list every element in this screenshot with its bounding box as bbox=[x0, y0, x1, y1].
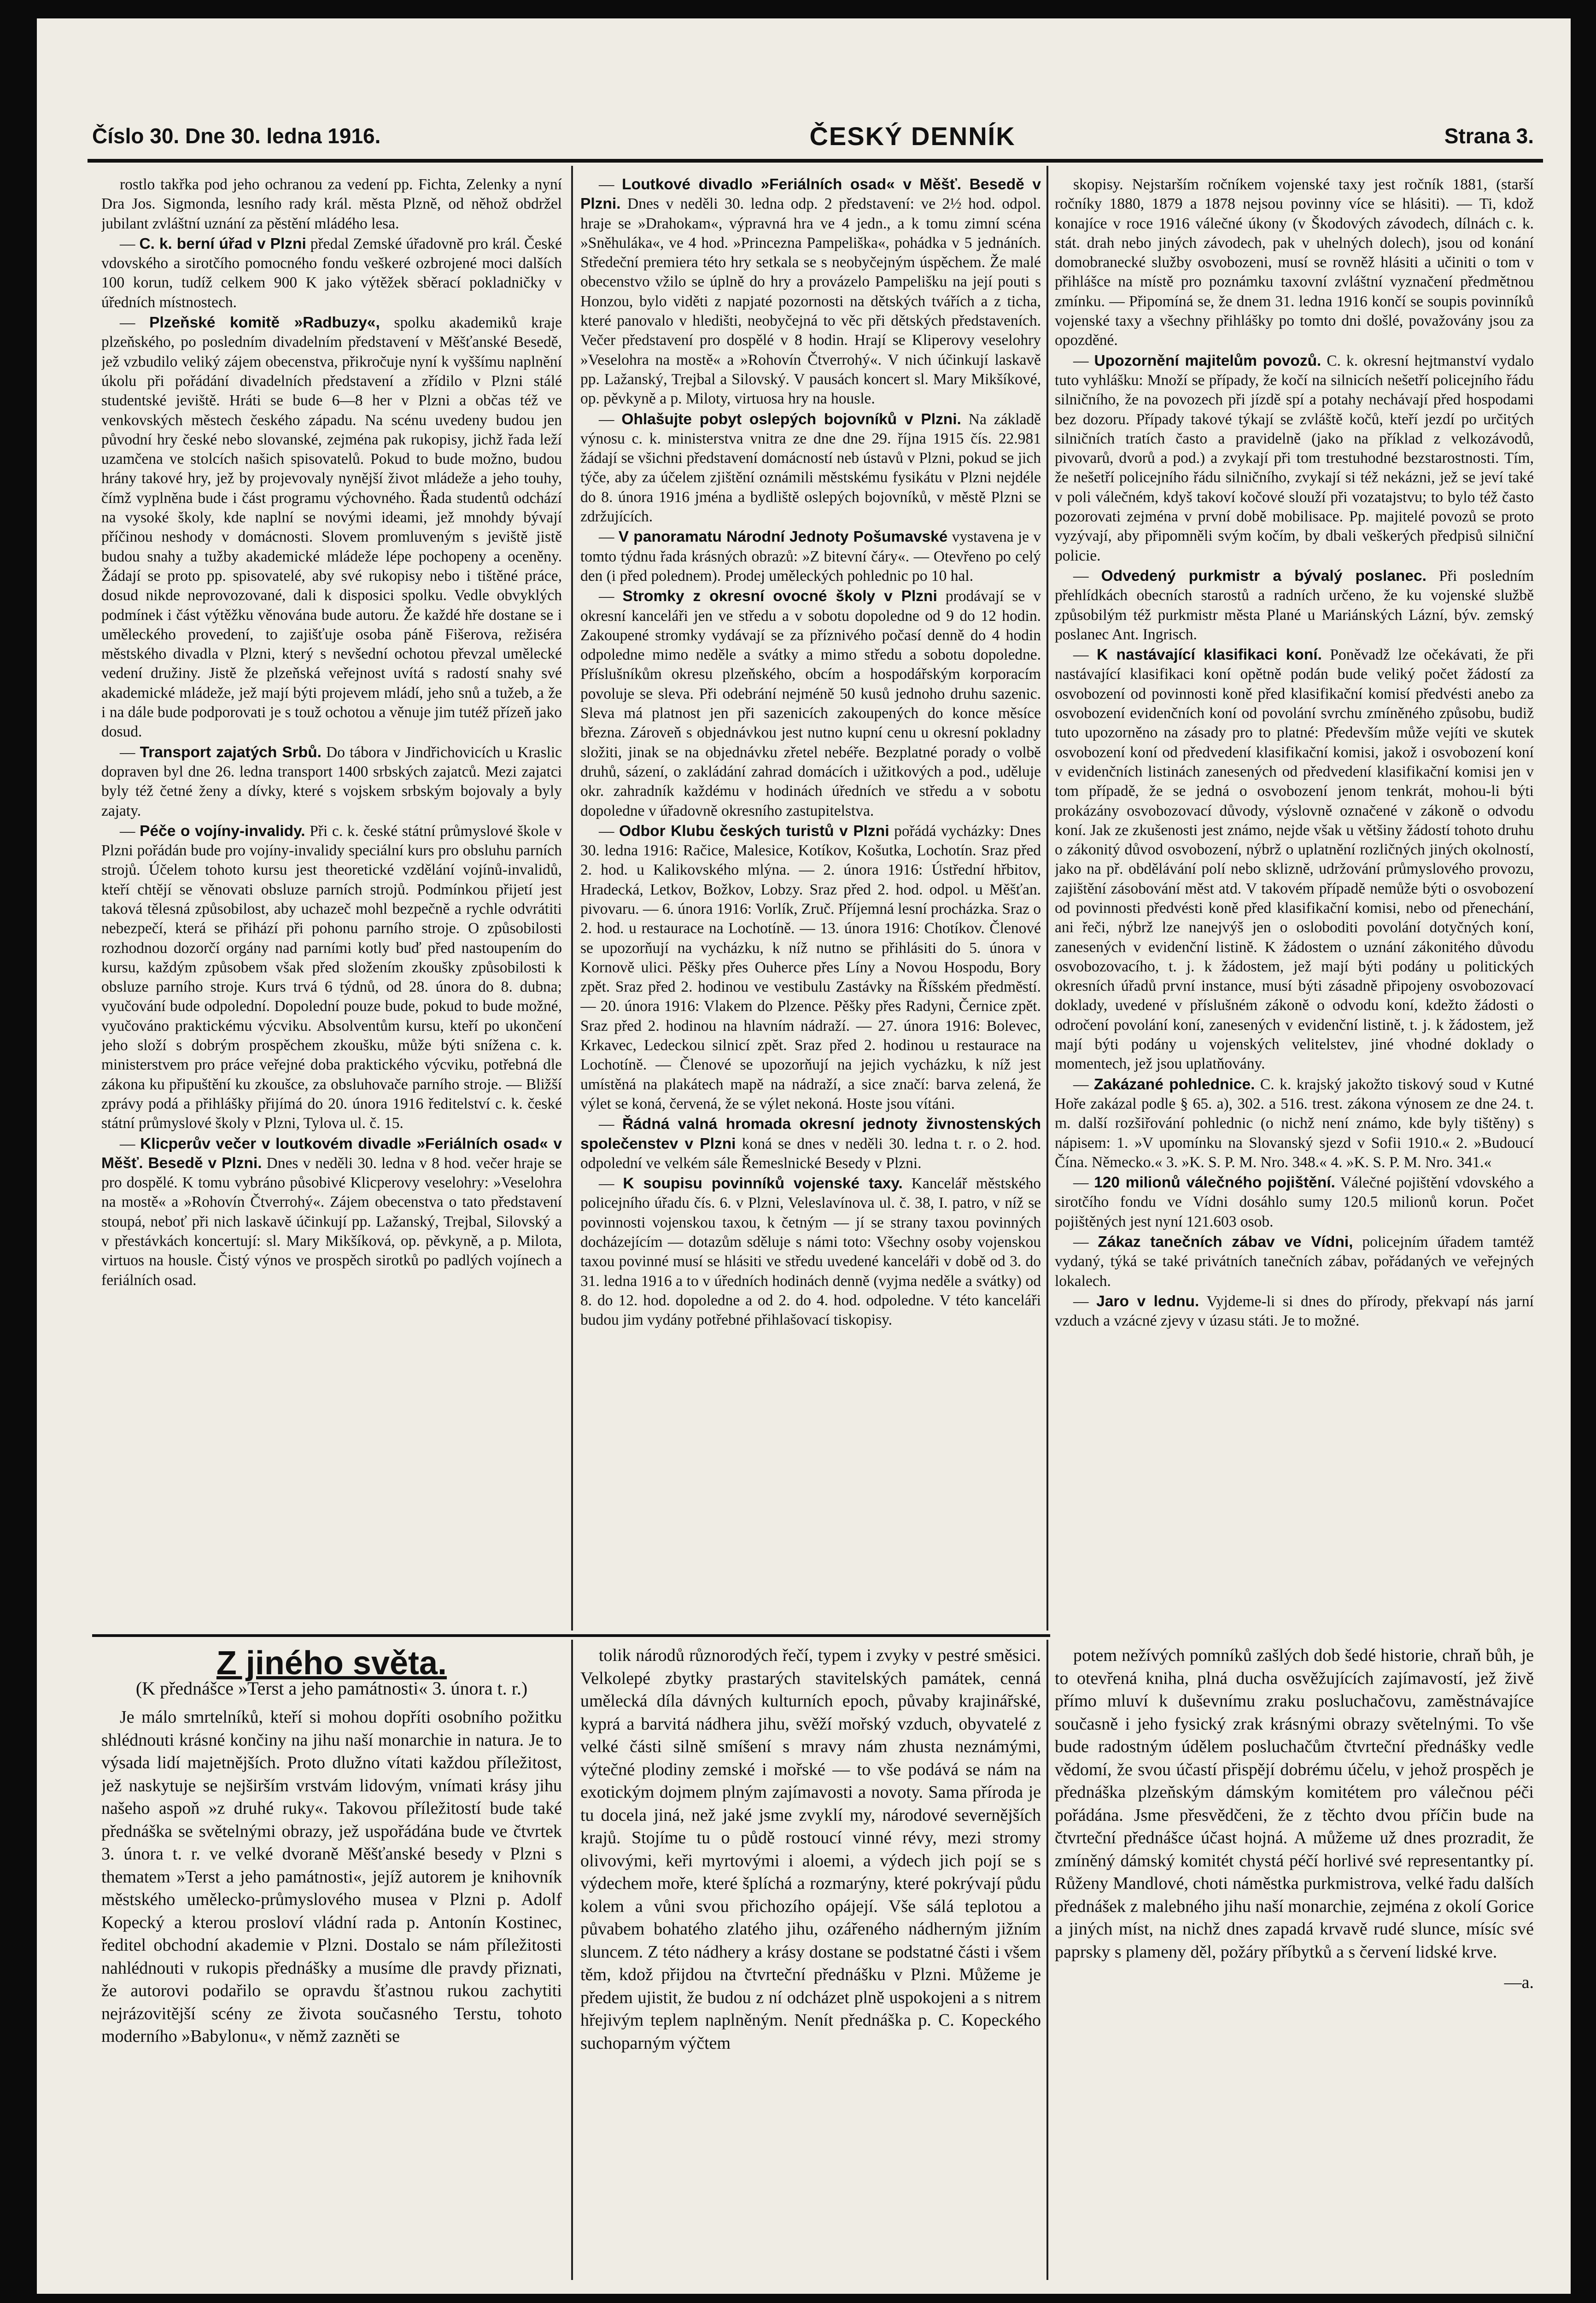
newspaper-title: ČESKÝ DENNÍK bbox=[809, 121, 1016, 151]
news-column-3 bbox=[1055, 175, 1534, 1628]
news-headline: K soupisu povinníků vojenské taxy. bbox=[623, 1175, 903, 1192]
news-item: — K nastávající klasifikaci koní. Poněvadž lze očekávati, že při nastávající klasifikaci koní opětně podán bude veliký počet žádostí za osvobození od povinnosti koně před klasifikační komisí předvésti anebo za osvobození evidenčních koní od povolání svrchu zmíněného způsobu, budiž tuto upozorněno na zásady pro to platné: Především může vejíti ve skutek osvobození koní od předvedení klasifikační komisi, jakož i osvobození koní v evidenčních listinách zanesených od předvedení klasifikační komisi jen v tom případě, že se jedná o osvobození jenom tenkrát, mohou-li býti prokázány osvobozovací důvody, výslovně označené v zákoně o odvodu koní. Jak ze zkušenosti jest známo, nejde však u většiny žádostí tohoto druhu o zákonitý důvod osvobození, nýbrž o uplatnění rozličných jiných okolností, jako na př. obdělávání polí nebo sklizně, udržování průmyslového provozu, zajištění zásobování měst atd. V takovém případě nemůže býti o osvobození od povinnosti předvésti koně před klasifikační komisi, nebo od přenechání, ani řeči, nýbrž lze nanejvýš jen o osloboditi povolání dotyčných koní, zanesených v evidenční listině. K žádostem o uznání zákonitého důvodu osvobozovacího, t. j. k žádostem, jež mají býti podány u politických okresních úřadů první instance, musí býti zásadně připojeny osvobozovací doklady, uvedené v příslušném zákoně o odvodu koní, kdežto žádosti o odročení povolání koní, zanesených v evidenční listině, t. j. k žádostem, jež mají býti podány u vojenských velitelstev, jiné vhodné doklady o momentech, jež jsou uplatňovány. bbox=[1055, 646, 1534, 1073]
feature-paragraph: tolik národů různorodých řečí, typem i zvyky v pestré směsici. Velkolepé zbytky prastarých stavitelských památek, cenná umělecká díla dávných kulturních epoch, půvaby krajinářské, kyprá a barvitá nádhera jihu, svěží mořský vzduch, obyvatelé z velké části silně smíšení s mravy nám zhusta neznámými, výtečné plodiny zemské i mořské — to vše podává se nám na exotickým dojmem plným zajímavosti a novoty. Sama příroda je tu docela jiná, než jaké jsme zvyklí my, národové severnějších krajů. Stojíme tu o půdě rostoucí vinné révy, mezi stromy olivovými, keři myrtovými i aloemi, a výdech jich pojí se s výdechem moře, které šplíchá a rozmarýny, které pokrývají půdu kolem a vůni svou přichozího opájejí. Vše sálá teplotou a půvabem bohatého zlatého jihu, ozářeného nádherným jižním sluncem. Z této nádhery a krásy dostane se podstatné části i všem těm, kdož přijdou na čtvrteční přednášku v Plzni. Můžeme je předem ujistit, že budou z ní odcházet plně uspokojeni a s nitrem hřejivým teplem naplněným. Nenít přednáška p. C. Kopeckého suchoparným výčtem bbox=[580, 1646, 1041, 2053]
feature-signature: —a. bbox=[1504, 1973, 1534, 1992]
news-text: Při posledním přehlídkách obecních starostů a radních určeno, že ku vojenské službě způsobilým též purkmistr města Plané u Mariánských Lázní, býv. zemský poslanec Ant. Ingrisch. bbox=[1055, 567, 1534, 643]
news-item: — Loutkové divadlo »Feriálních osad« v Měšť. Besedě v Plzni. Dnes v neděli 30. ledna odp. 2 představení: ve 2½ hod. odpol. hraje se »Drahokam«, výpravná hra ve 4 jedn., a k tomu zimní scéna »Sněhuláka«, ve 4 hod. »Princezna Pampeliška«, pohádka v 5 jednáních. Středeční premiera této hry setkala se s neobyčejným úspěchem. Že malé obecenstvo vžilo se úplně do hry a provázelo Pampelišku na její pouti s Honzou, bylo viděti z napjaté pozornosti na dětských tvářích a z ticha, které panovalo v hledišti, neobyčejná to věc při dětských představeních. Večer představení pro dospělé v 8 hodin. Hrají se Kliperovy veselohry »Veselohra na mostě« a »Rohovín Čtverrohý«. V nich účinkují laskavě pp. Lažanský, Trejbal a Silovský. V pausách koncert sl. Mary Mikšíkové, op. pěvkyně a p. Miloty, virtuosa hry na housle. bbox=[580, 176, 1041, 408]
section-rule bbox=[92, 1634, 1050, 1637]
news-text: policejním úřadem tamtéž vydaný, týká se také privátních tanečních zábav, pořádaných ve veřejných lokalech. bbox=[1055, 1233, 1534, 1290]
news-item: — Zákaz tanečních zábav ve Vídni, policejním úřadem tamtéž vydaný, týká se také privátních tanečních zábav, pořádaných ve veřejných lokalech. bbox=[1055, 1233, 1534, 1290]
news-item: — Plzeňské komitě »Radbuzy«, spolku akademiků kraje plzeňského, po posledním divadelním představení v Měšťanské Besedě, jež vzbudilo veliký zájem obecenstva, přikročuje nyní k vyššímu naplnění úkolu při pořádání divadelních představení a zřídilo v Plzni stálé studentské jeviště. Hráti se bude 6—8 her v Plzni a občas též ve venkovských městech českého západu. Na scénu uvedeny budou jen původní hry české nebo slovanské, zejména pak rukopisy, jichž řada leží uzamčena ve stolcích našich spisovatelů. Pokud to bude možno, budou hrány takové hry, jež by projevovaly nynější život mládeže a jeho touhy, čímž vyplněna bude i část programu výchovného. Řada studentů odchází na vysoké školy, kde naplní se novými ideami, jež mnohdy bývají příčinou neshody v domácnosti. Slovem promluveným s jeviště jistě budou snahy a tužby akademické mládeže lépe pochopeny a oceněny. Žádají se proto pp. spisovatelé, aby své rukopisy nebo i tištěné práce, dosud nikde neprovozované, dali k disposici spolku. Vedle obvyklých podmínek i část výtěžku věnována bude autoru. Že každé hře dostane se i uměleckého provedení, to zajišťuje osoba páně Fišerova, režiséra městského divadla v Plzni, který s nevšední ochotou převzal umělecké vedení družiny. Jistě že plzeňská veřejnost uvítá s radostí snahy své akademické mládeže, jež mají býti projevem mládí, jeho snů a tužeb, a že i na dále bude podporovati je s touž ochotou a věnuje jim tutéž přízeň jako dosud. bbox=[101, 314, 562, 741]
news-item: — Transport zajatých Srbů. Do tábora v Jindřichovicích u Kraslic dopraven byl dne 26. ledna transport 1400 srbských zajatců. Mezi zajatci byly též četné ženy a dívky, které s vojskem srbským bojovaly a byly zajaty. bbox=[101, 743, 562, 819]
news-headline: Odvedený purkmistr a bývalý poslanec. bbox=[1101, 567, 1426, 585]
news-text: skopisy. Nejstarším ročníkem vojenské taxy jest ročník 1881, (starší ročníky 1880, 1879 a 1878 nejsou povinny více se hlásiti). — Ti, kdož konajíce v roce 1916 válečné úkony (v Škodových závodech, dílnách c. k. stát. drah nebo jiných závodech, pak v uhelných dolech), jsou od konání domobranecké služby osvobozeni, musí se rovněž hlásiti a učiniti o tom v přihlášce na místě pro poznámku taxovní zvláštní vyznačení předmětnou zmínku. — Připomíná se, že dnem 31. ledna 1916 končí se soupis povinníků vojenské taxy a všechny přihlášky po tomto dni došlé, považovány jsou za opozděné. bbox=[1055, 176, 1534, 349]
feature-column-1 bbox=[101, 1644, 562, 2280]
news-item bbox=[1055, 175, 1534, 351]
news-headline: Stromky z okresní ovocné školy v Plzni bbox=[622, 588, 937, 605]
news-item: — Zakázané pohlednice. C. k. krajský jakožto tiskový soud v Kutné Hoře zakázal podle § 65. a), 302. a 516. trest. zákona výnosem ze dne 24. t. m. další rozšiřování pohlednic (o nichž není známo, kde byly tištěny) s nápisem: 1. »V upomínku na Slovanský sjezd v Sofii 1910.« 2. »Budoucí Čína. Německo.« 3. »K. S. P. M. Nro. 348.« 4. »K. S. P. M. Nro. 341.« bbox=[1055, 1076, 1534, 1171]
news-headline: C. k. berní úřad v Plzni bbox=[139, 235, 306, 252]
masthead bbox=[92, 115, 1534, 157]
news-headline: Klicperův večer v loutkovém divadle »Feriálních osad« v Měšť. Besedě v Plzni. bbox=[101, 1135, 562, 1172]
news-item bbox=[101, 175, 562, 234]
news-item: — C. k. berní úřad v Plzni předal Zemské úřadovně pro král. České vdovského a sirotčího pomocného fondu veškeré ozbrojené moci dalších 100 korun, tudíž celkem 900 K jako výtěžek sběrací pokladničky v úředních místnostech. bbox=[101, 235, 562, 311]
news-text: Při c. k. české státní průmyslové škole v Plzni pořádán bude pro vojíny-invalidy speciální kurs pro obsluhu parních strojů. Účelem tohoto kursu jest theoretické vzdělání vojínů-invalidů, kteří chtějí se věnovati obsluze parních strojů. Podmínkou přijetí jest taková tělesná způsobilost, aby uchazeč mohl bezpečně a rychle odvrátiti nebezpečí, která se přihází při pohonu parního stroje. O způsobilosti rozhodnou dozorčí orgány nad parními kotly buď před nastoupením do kursu, každým způsobem však před složením zkoušky způsobilosti k obsluze parního stroje. Kurs trvá 6 týdnů, od 28. února do 8. dubna; vyučování bude odpolední. Dopolední pouze bude, pokud to bude možné, vyučováno praktickému výcviku. Absolventům kursu, kteří po ukončení jeho složí s dobrým prospěchem zkoušku, může býti snížena c. k. ministerstvem pro práce veřejné doba praktického výcviku, potřebná dle zákona ku připuštění ku zkoušce, za obsluhovače parního stroje. — Bližší zprávy podá a přihlášky přijímá do 20. února 1916 ředitelství c. k. české státní průmyslové školy v Plzni, Tylova ul. č. 15. bbox=[101, 822, 562, 1132]
column-divider bbox=[571, 1640, 573, 2280]
newspaper-page bbox=[37, 18, 1571, 2294]
feature-subtitle: (K přednášce »Terst a jeho památnosti« 3. února t. r.) bbox=[135, 1678, 528, 1699]
column-divider bbox=[1046, 1640, 1048, 2280]
column-divider bbox=[1046, 166, 1048, 1631]
page-number: Strana 3. bbox=[1444, 124, 1534, 148]
news-text: předal Zemské úřadovně pro král. České vdovského a sirotčího pomocného fondu veškeré ozbrojené moci dalších 100 korun, tudíž celkem 900 K jako výtěžek sběrací pokladničky v úředních místnostech. bbox=[101, 235, 562, 311]
news-text: C. k. krajský jakožto tiskový soud v Kutné Hoře zakázal podle § 65. a), 302. a 516. trest. zákona výnosem ze dne 24. t. m. další rozšiřování pohlednic (o nichž není známo, kde byly tištěny) s nápisem: 1. »V upomínku na Slovanský sjezd v Sofii 1910.« 2. »Budoucí Čína. Německo.« 3. »K. S. P. M. Nro. 348.« 4. »K. S. P. M. Nro. 341.« bbox=[1055, 1076, 1534, 1171]
news-text: koná se dnes v neděli 30. ledna t. r. o 2. hod. odpolední ve velkém sále Řemeslnické Besedy v Plzni. bbox=[580, 1135, 1041, 1172]
news-text: C. k. okresní hejtmanství vydalo tuto vyhlášku: Množí se případy, že kočí na silnicích nešetří policejního řádu silničního, že na povozech při jízdě spí a potahy nechávají před hospodami bez dozoru. Případy takové týkají se zvláště kočů, kteří jezdí po určitých silničních tratích často a pravidelně (jako na příklad z velkozávodů, pivovarů, dvorů a pod.) a zvykají při tom trestuhodné bezstarostnosti. Tím, že nešetří policejního řádu silničního, zvykají si též nekázni, jež se jeví také v poli válečném, kdyš takoví kočové slouží při vozatajstvu; to bylo též často pozorovati zejména v první době mobilisace. Pp. majitelé povozů se proto vyzývají, aby připomněli svým kočím, by dbali veškerých předpisů silniční policie. bbox=[1055, 352, 1534, 564]
news-headline: Zakázané pohlednice. bbox=[1094, 1076, 1255, 1093]
news-headline: Jaro v lednu. bbox=[1096, 1292, 1199, 1310]
news-text: Dnes v neděli 30. ledna odp. 2 představení: ve 2½ hod. odpol. hraje se »Drahokam«, výpravná hra ve 4 jedn., a k tomu zimní scéna »Sněhuláka«, ve 4 hod. »Princezna Pampeliška«, pohádka v 5 jednáních. Středeční premiera této hry setkala se s neobyčejným úspěchem. Že malé obecenstvo vžilo se úplně do hry a provázelo Pampelišku na její pouti s Honzou, bylo viděti z napjaté pozornosti na dětských tvářích a z ticha, které panovalo v hledišti, neobyčejná to věc při dětských představeních. Večer představení pro dospělé v 8 hodin. Hrají se Kliperovy veselohry »Veselohra na mostě« a »Rohovín Čtverrohý«. V nich účinkují laskavě pp. Lažanský, Trejbal a Silovský. V pausách koncert sl. Mary Mikšíkové, op. pěvkyně a p. Miloty, virtuosa hry na housle. bbox=[580, 195, 1041, 408]
news-text: Na základě výnosu c. k. ministerstva vnitra ze dne dne 29. října 1915 čís. 22.981 žádají se všichni představení domácností neb ústavů v Plzni, pokud se jich týče, aby za účelem zjištění oznámili městskému fysikátu v Plzni nejdéle do 8. února 1916 jména a bydliště oslepých bojovníků, v městě Plzni se zdržujících. bbox=[580, 410, 1041, 526]
news-headline: Plzeňské komitě »Radbuzy«, bbox=[149, 314, 380, 332]
feature-column-2 bbox=[580, 1644, 1041, 2280]
news-item: — Řádná valná hromada okresní jednoty živnostenských společenstev v Plzni koná se dnes v neděli 30. ledna t. r. o 2. hod. odpolední ve velkém sále Řemeslnické Besedy v Plzni. bbox=[580, 1116, 1041, 1172]
news-item: — 120 milionů válečného pojištění. Válečné pojištění vdovského a sirotčího fondu ve Vídni dosáhlo sumy 120.5 milionů korun. Počet pojištěných jest nyní 121.603 osob. bbox=[1055, 1174, 1534, 1230]
news-headline: Ohlašujte pobyt oslepých bojovníků v Plzni. bbox=[621, 410, 961, 428]
news-text: pořádá vycházky: Dnes 30. ledna 1916: Račice, Malesice, Kotíkov, Košutka, Lochotín. Sraz před 2. hod. u Kalikovského mlýna. — 2. února 1916: Ústřední hřbitov, Hradecká, Letkov, Božkov, Lobzy. Sraz před 2. hod. odpol. u Měšťan. pivovaru. — 6. února 1916: Vorlík, Zruč. Příjemná lesní procházka. Sraz o 2. hod. u restaurace na Lochotíně. — 13. února 1916: Chotíkov. Členové se upozorňují na vycházku, k níž nutno se přihlásiti do 5. února v Kornově ulici. Pěšky přes Ouherce přes Líny a Novou Hospodu, Bory zpět. Sraz před 2. hodinou ve vestibulu Zastávky na Říšském předměstí. — 20. února 1916: Vlakem do Plzence. Pěšky přes Radyni, Černice zpět. Sraz před 2. hodinou na hlavním nádraží. — 27. února 1916: Bolevec, Krkavec, Ledeckou silnicí zpět. Sraz před 2. hodinou u restaurace na Lochotíně. — Členové se upozorňují na jejich vycházku, k níž jest umístěná na plakátech mapě na nádraží, a sice značí: barva zelená, že výlet se koná, červená, že se výlet nekoná. Hoste jsou vítáni. bbox=[580, 822, 1041, 1112]
news-item: — Odvedený purkmistr a bývalý poslanec. Při posledním přehlídkách obecních starostů a radních určeno, že ku vojenské službě způsobilým též purkmistr města Plané u Mariánských Lázní, býv. zemský poslanec Ant. Ingrisch. bbox=[1055, 567, 1534, 643]
news-item: — Upozornění majitelům povozů. C. k. okresní hejtmanství vydalo tuto vyhlášku: Množí se případy, že kočí na silnicích nešetří policejního řádu silničního, že na povozech při jízdě spí a potahy nechávají před hospodami bez dozoru. Případy takové týkají se zvláště kočů, kteří jezdí po určitých silničních tratích často a pravidelně (jako na příklad z velkozávodů, pivovarů, dvorů a pod.) a zvykají při tom trestuhodné bezstarostnosti. Tím, že nešetří policejního řádu silničního, zvykají si též nekázni, jež se jeví také v poli válečném, kdyš takoví kočové slouží při vozatajstvu; to bylo též často pozorovati zejména v první době mobilisace. Pp. majitelé povozů se proto vyzývají, aby připomněli svým kočím, by dbali veškerých předpisů silniční policie. bbox=[1055, 352, 1534, 564]
news-headline: Transport zajatých Srbů. bbox=[140, 743, 322, 761]
news-headline: Loutkové divadlo »Feriálních osad« v Měšť. Besedě v Plzni. bbox=[580, 176, 1041, 213]
news-headline: V panoramatu Národní Jednoty Pošumavské bbox=[618, 528, 948, 546]
news-column-1 bbox=[101, 175, 562, 1628]
issue-date: Číslo 30. Dne 30. ledna 1916. bbox=[92, 124, 381, 148]
news-item: — V panoramatu Národní Jednoty Pošumavské vystavena je v tomto týdnu řada krásných obrazů: »Z bitevní čáry«. — Otevřeno po celý den (i před polednem). Prodej uměleckých pohlednic po 10 hal. bbox=[580, 528, 1041, 585]
news-headline: Řádná valná hromada okresní jednoty živnostenských společenstev v Plzni bbox=[580, 1116, 1041, 1152]
column-divider bbox=[571, 166, 573, 1631]
news-text: prodávají se v okresní kanceláři jen ve středu a v sobotu dopoledne od 9 do 12 hodin. Zakoupené stromky vydávají se za příznivého počasí denně do 4 hodin odpoledne mimo neděle a svátky a mimo středu a sobotu dopoledne. Příslušníkům okresu plzeňského, obcím a hospodářským korporacím povoluje se sleva. Při odebrání nejméně 50 kusů jednoho druhu sazenic. Sleva má platnost jen při sazenicích zakoupených do konce měsíce března. Zároveň s objednávkou jest nutno kupní cenu u okresní pokladny složiti, jinak se na objednávku zřetel nebéře. Bezplatné porady o volbě druhů, sázení, o zakládání zahrad domácích i užitkových a pod., uděluje okr. zahradník každému v hodinách úředních ve středu a v sobotu dopoledne v úřadovně okresního zastupitelstva. bbox=[580, 588, 1041, 819]
news-text: Dnes v neděli 30. ledna v 8 hod. večer hraje se pro dospělé. K tomu vybráno působivé Klicperovy veselohry: »Veselohra na mostě« a »Rohovín Čtverrohý«. Zájem obecenstva o tato představení stoupá, neboť při nich laskavě účinkují pp. Lažanský, Trejbal, Silovský a v přestávkách koncertují: sl. Mary Mikšíková, op. pěvkyně, a p. Milota, virtuos na housle. Čistý výnos ve prospěch sirotků po padlých vojínech a feriálních osad. bbox=[101, 1154, 562, 1289]
news-headline: Zákaz tanečních zábav ve Vídni, bbox=[1098, 1233, 1353, 1251]
news-text: Válečné pojištění vdovského a sirotčího fondu ve Vídni dosáhlo sumy 120.5 milionů korun. Počet pojištěných jest nyní 121.603 osob. bbox=[1055, 1174, 1534, 1230]
news-item: — Péče o vojíny-invalidy. Při c. k. české státní průmyslové škole v Plzni pořádán bude pro vojíny-invalidy speciální kurs pro obsluhu parních strojů. Účelem tohoto kursu jest theoretické vzdělání vojínů-invalidů, kteří chtějí se věnovati obsluze parních strojů. Podmínkou přijetí jest taková tělesná způsobilost, aby uchazeč mohl bezpečně a rychle odvrátiti nebezpečí, která se přihází při pohonu parního stroje. O způsobilosti rozhodnou dozorčí orgány nad parními kotly buď před nastoupením do kursu, každým způsobem však před složením zkoušky způsobilosti k obsluze parního stroje. Kurs trvá 6 týdnů, od 28. února do 8. dubna; vyučování bude odpolední. Dopolední pouze bude, pokud to bude možné, vyučováno praktickému výcviku. Absolventům kursu, kteří po ukončení jeho složí s dobrým prospěchem zkoušku, může býti snížena c. k. ministerstvem pro práce veřejné doba praktického výcviku, potřebná dle zákona ku připuštění ku zkoušce, za obsluhovače parního stroje. — Bližší zprávy podá a přihlášky přijímá do 20. února 1916 ředitelství c. k. české státní průmyslové školy v Plzni, Tylova ul. č. 15. bbox=[101, 822, 562, 1132]
news-headline: 120 milionů válečného pojištění. bbox=[1094, 1174, 1335, 1192]
news-text: vystavena je v tomto týdnu řada krásných obrazů: »Z bitevní čáry«. — Otevřeno po celý den (i před polednem). Prodej uměleckých pohlednic po 10 hal. bbox=[580, 528, 1041, 585]
header-rule bbox=[88, 159, 1543, 163]
news-text: rostlo takřka pod jeho ochranou za vedení pp. Fichta, Zelenky a nyní Dra Jos. Sigmonda, lesního rady král. města Plzně, od něhož obdržel jubilant zvláštní uznání za pěstění mládého lesa. bbox=[101, 176, 562, 232]
news-item: — Ohlašujte pobyt oslepých bojovníků v Plzni. Na základě výnosu c. k. ministerstva vnitra ze dne dne 29. října 1915 čís. 22.981 žádají se všichni představení domácností neb ústavů v Plzni, pokud se jich týče, aby za účelem zjištění oznámili městskému fysikátu v Plzni nejdéle do 8. února 1916 jména a bydliště oslepých bojovníků, v městě Plzni se zdržujících. bbox=[580, 410, 1041, 526]
feature-paragraph: Je málo smrtelníků, kteří si mohou dopříti osobního požitku shlédnouti krásné končiny na jihu naší monarchie in natura. Je to výsada lidí majetnějších. Proto dlužno vítati každou příležitost, jež naskytuje se nejširším vrstvám lidovým, vnímati krásy jihu našeho aspoň »z druhé ruky«. Takovou příležitostí bude také přednáška se světelnými obrazy, jež uspořádána bude ve čtvrtek 3. února t. r. ve velké dvoraně Měšťanské besedy v Plzni s thematem »Terst a jeho památnosti«, jejíž autorem je knihovník městského umělecko-průmyslového musea v Plzni p. Adolf Kopecký a kterou prosloví vládní rada p. Antonín Kostinec, ředitel obchodní akademie v Plzni. Dostalo se nám příležitosti nahlédnouti v rukopis přednášky a musíme dle pravdy přiznati, že autorovi podařilo se opravdu šťastnou rukou zachytiti nejrázovitější scény ze života současného Terstu, tohoto moderního »Babylonu«, v němž zazněti se bbox=[101, 1707, 562, 2046]
news-item: — Jaro v lednu. Vyjdeme-li si dnes do přírody, překvapí nás jarní vzduch a vzácné zjevy v úzasu státi. Je to možné. bbox=[1055, 1292, 1534, 1330]
news-text: Do tábora v Jindřichovicích u Kraslic dopraven byl dne 26. ledna transport 1400 srbských zajatců. Mezi zajatci byly též četné ženy a dívky, které s vojskem srbským bojovaly a byly zajaty. bbox=[101, 743, 562, 819]
feature-column-3 bbox=[1055, 1644, 1534, 2280]
news-item: — Odbor Klubu českých turistů v Plzni pořádá vycházky: Dnes 30. ledna 1916: Račice, Malesice, Kotíkov, Košutka, Lochotín. Sraz před 2. hod. u Kalikovského mlýna. — 2. února 1916: Ústřední hřbitov, Hradecká, Letkov, Božkov, Lobzy. Sraz před 2. hod. odpol. u Měšťan. pivovaru. — 6. února 1916: Vorlík, Zruč. Příjemná lesní procházka. Sraz o 2. hod. u restaurace na Lochotíně. — 13. února 1916: Chotíkov. Členové se upozorňují na vycházku, k níž nutno se přihlásiti do 5. února v Kornově ulici. Pěšky přes Ouherce přes Líny a Novou Hospodu, Bory zpět. Sraz před 2. hodinou ve vestibulu Zastávky na Říšském předměstí. — 20. února 1916: Vlakem do Plzence. Pěšky přes Radyni, Černice zpět. Sraz před 2. hodinou na hlavním nádraží. — 27. února 1916: Bolevec, Krkavec, Ledeckou silnicí zpět. Sraz před 2. hodinou u restaurace na Lochotíně. — Členové se upozorňují na jejich vycházku, k níž jest umístěná na plakátech mapě na nádraží, a sice značí: barva zelená, že výlet se koná, červená, že se výlet nekoná. Hoste jsou vítáni. bbox=[580, 822, 1041, 1112]
news-headline: K nastávající klasifikaci koní. bbox=[1096, 646, 1322, 664]
news-headline: Péče o vojíny-invalidy. bbox=[140, 822, 305, 840]
news-item: — Stromky z okresní ovocné školy v Plzni prodávají se v okresní kanceláři jen ve středu a v sobotu dopoledne od 9 do 12 hodin. Zakoupené stromky vydávají se za příznivého počasí denně do 4 hodin odpoledne mimo neděle a svátky a mimo středu a sobotu dopoledne. Příslušníkům okresu plzeňského, obcím a hospodářským korporacím povoluje se sleva. Při odebrání nejméně 50 kusů jednoho druhu sazenic. Sleva má platnost jen při sazenicích zakoupených do konce měsíce března. Zároveň s objednávkou jest nutno kupní cenu u okresní pokladny složiti, jinak se na objednávku zřetel nebéře. Bezplatné porady o volbě druhů, sázení, o zakládání zahrad domácích i užitkových a pod., uděluje okr. zahradník každému v hodinách úředních ve středu a v sobotu dopoledne v úřadovně okresního zastupitelstva. bbox=[580, 588, 1041, 819]
news-item: — Klicperův večer v loutkovém divadle »Feriálních osad« v Měšť. Besedě v Plzni. Dnes v neděli 30. ledna v 8 hod. večer hraje se pro dospělé. K tomu vybráno působivé Klicperovy veselohry: »Veselohra na mostě« a »Rohovín Čtverrohý«. Zájem obecenstva o tato představení stoupá, neboť při nich laskavě účinkují pp. Lažanský, Trejbal, Silovský a v přestávkách koncertují: sl. Mary Mikšíková, op. pěvkyně, a p. Milota, virtuos na housle. Čistý výnos ve prospěch sirotků po padlých vojínech a feriálních osad. bbox=[101, 1135, 562, 1289]
feature-title: Z jiného světa. bbox=[216, 1645, 447, 1682]
feature-paragraph: potem nežívých pomníků zašlých dob šedé historie, chraň bůh, je to otevřená kniha, plná ducha osvěžujících zajímavostí, jež živě přímo mluví k duševnímu zraku posluchačovu, zaměstnávajíce současně i jeho fysický zrak krásnými obrazy světelnými. To vše bude radostným údělem posluchačům čtvrteční přednášky vedle vědomí, že svou účastí přispějí dobrému účelu, v jehož prospěch je přednáška plzeňským dámským komitétem pro válečnou péči pořádána. Jsme přesvědčeni, že z těchto dvou příčin bude na čtvrteční přednášce účast hojná. A můžeme už dnes prozradit, že zmíněný dámský komitét chystá péčí horlivé své representantky pí. Růženy Mandlové, choti náměstka purkmistrova, velké řadu dalších přednášek z malebného jihu naší monarchie, zejména z okolí Gorice a jiných míst, na nichž dnes zapadá krvavě rudé slunce, mísíc své paprsky s plameny děl, požáry příbytků a s červení lidské krve. bbox=[1055, 1646, 1534, 1962]
news-column-2 bbox=[580, 175, 1041, 1628]
news-text: Vyjdeme-li si dnes do přírody, překvapí nás jarní vzduch a vzácné zjevy v úzasu státi. Je to možné. bbox=[1055, 1292, 1534, 1330]
news-text: Kancelář městského policejního úřadu čís. 6. v Plzni, Veleslavínova ul. č. 38, I. patro, v níž se povinnosti vojenskou taxou, k četným — jí se strany taxou povinných docházejícím — dotazům sděluje s námi toto: Všechny osoby vojenskou taxou povinné musí se hlásiti ve středu uvedené kanceláři v době od 3. do 31. ledna 1916 a to v úředních hodinách denně (vyjma neděle a svátky) od 8. do 12. hod. dopoledne a od 2. do 4. hod. odpoledne. V této kanceláři budou jim vydány potřebné přihlašovací tiskopisy. bbox=[580, 1175, 1041, 1329]
news-item: — K soupisu povinníků vojenské taxy. Kancelář městského policejního úřadu čís. 6. v Plzni, Veleslavínova ul. č. 38, I. patro, v níž se povinnosti vojenskou taxou, k četným — jí se strany taxou povinných docházejícím — dotazům sděluje s námi toto: Všechny osoby vojenskou taxou povinné musí se hlásiti ve středu uvedené kanceláři v době od 3. do 31. ledna 1916 a to v úředních hodinách denně (vyjma neděle a svátky) od 8. do 12. hod. dopoledne a od 2. do 4. hod. odpoledne. V této kanceláři budou jim vydány potřebné přihlašovací tiskopisy. bbox=[580, 1175, 1041, 1329]
news-text: spolku akademiků kraje plzeňského, po posledním divadelním představení v Měšťanské Besedě, jež vzbudilo veliký zájem obecenstva, přikročuje nyní k vyššímu naplnění úkolu při pořádání divadelních představení a zřídilo v Plzni stálé studentské jeviště. Hráti se bude 6—8 her v Plzni a občas též ve venkovských městech českého západu. Na scénu uvedeny budou jen původní hry české nebo slovanské, zejména pak rukopisy, jichž řada leží uzamčena ve stolcích našich spisovatelů. Pokud to bude možno, budou hrány takové hry, jež by projevovaly nynější život mládeže a jeho touhy, čímž vyplněna bude i část programu výchovného. Řada studentů odchází na vysoké školy, kde naplní se novými ideami, jež mnohdy bývají příčinou neshody v domácnosti. Slovem promluveným s jeviště jistě budou snahy a tužby akademické mládeže lépe pochopeny a oceněny. Žádají se proto pp. spisovatelé, aby své rukopisy nebo i tištěné práce, dosud nikde neprovozované, dali k disposici spolku. Vedle obvyklých podmínek i část výtěžku věnována bude autoru. Že každé hře dostane se i uměleckého provedení, to zajišťuje osoba páně Fišerova, režiséra městského divadla v Plzni, který s nevšední ochotou převzal umělecké vedení družiny. Jistě že plzeňská veřejnost uvítá s radostí snahy své akademické mládeže, jež mají býti projevem mládí, jeho snů a tužeb, a že i na dále bude podporovati je s touž ochotou a věnuje jim tutéž přízeň jako dosud. bbox=[101, 314, 562, 741]
news-headline: Upozornění majitelům povozů. bbox=[1094, 352, 1321, 369]
news-text: Poněvadž lze očekávati, že při nastávající klasifikaci koní opětně podán bude veliký počet žádostí za osvobození od povinnosti koně před klasifikační komisí předvésti anebo za osvobození evidenčních koní od povolání svrchu zmíněného způsobu, budiž tuto upozorněno na zásady pro to platné: Především může vejíti ve skutek osvobození koní od předvedení klasifikační komisi, jakož i osvobození koní v evidenčních listinách zanesených od předvedení klasifikační komisi jen v tom případě, že se jedná o osvobození jenom tenkrát, mohou-li býti prokázány osvobozovací důvody, výslovně označené v zákoně o odvodu koní. Jak ze zkušenosti jest známo, nejde však u většiny žádostí tohoto druhu o zákonitý důvod osvobození, nýbrž o uplatnění rozličných jiných okolností, jako na př. obdělávání polí nebo sklizně, udržování průmyslového provozu, zajištění zásobování měst atd. V takovém případě nemůže býti o osvobození od povinnosti předvésti koně před klasifikační komisi, nebo od přenechání, ani řeči, nýbrž lze nanejvýš jen o osloboditi povolání dotyčných koní, zanesených v evidenční listině. K žádostem o uznání zákonitého důvodu osvobozovacího, t. j. k žádostem, jež mají býti podány u politických okresních úřadů první instance, musí býti zásadně připojeny osvobozovací doklady, uvedené v příslušném zákoně o odvodu koní, kdežto žádosti o odročení povolání koní, zanesených v evidenční listině, t. j. k žádostem, jež mají býti podány u vojenských velitelstev, jiné vhodné doklady o momentech, jež jsou uplatňovány. bbox=[1055, 646, 1534, 1073]
news-headline: Odbor Klubu českých turistů v Plzni bbox=[619, 822, 889, 840]
